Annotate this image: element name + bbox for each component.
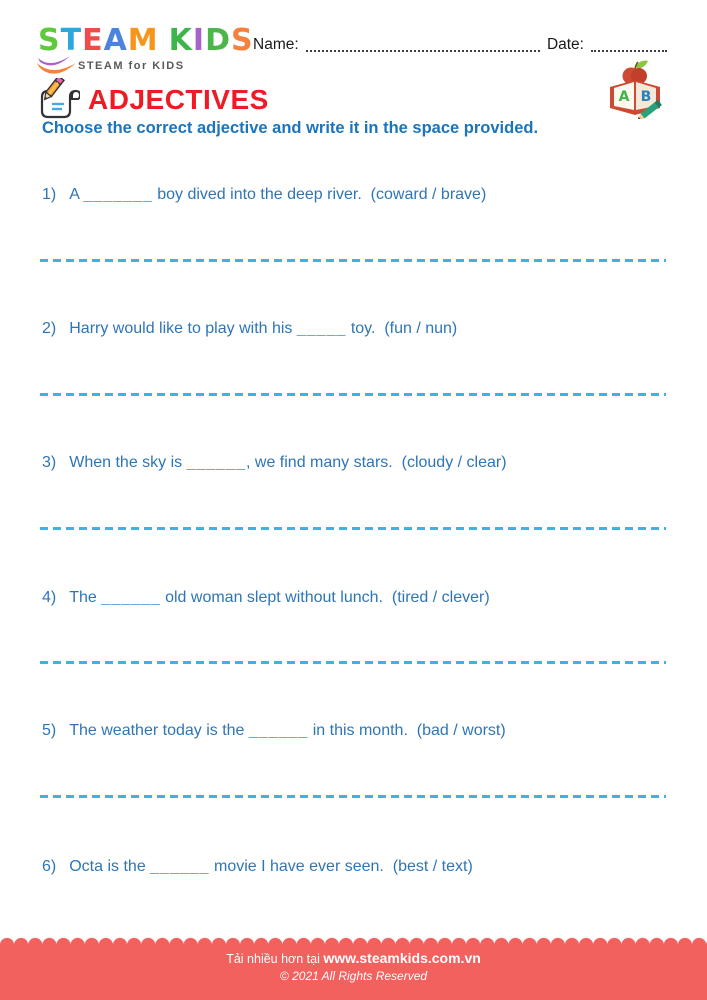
question-4 — [42, 589, 677, 607]
question-number: 3) — [42, 454, 57, 471]
logo-letter: S — [38, 23, 61, 58]
question-text: Octa is the — [69, 858, 151, 875]
question-2 — [42, 320, 677, 338]
logo-letter: K — [168, 23, 193, 58]
page-title: ADJECTIVES — [88, 84, 269, 115]
answer-blank[interactable]: ______ — [248, 722, 309, 739]
footer-download-line — [0, 944, 707, 966]
question-text: boy dived into the deep river. (coward / brave) — [152, 186, 487, 203]
question-6 — [42, 858, 677, 876]
title-row — [38, 78, 269, 122]
steam-kids-logo — [38, 23, 254, 80]
question-5 — [42, 722, 677, 740]
question-text: Harry would like to play with his — [69, 320, 297, 337]
question-text: The weather today is the — [69, 722, 249, 739]
instruction-text: Choose the correct adjective and write it in the space provided. — [42, 119, 539, 137]
answer-blank[interactable]: _______ — [83, 186, 153, 203]
logo-letter: T — [60, 23, 83, 58]
answer-line[interactable] — [40, 393, 666, 396]
pencil-paper-icon — [38, 78, 80, 122]
question-text: When the sky is — [69, 454, 187, 471]
answer-line[interactable] — [40, 661, 666, 664]
date-label: Date: — [546, 36, 584, 53]
question-1 — [42, 186, 677, 204]
svg-text:A: A — [618, 89, 630, 105]
logo-letter: D — [205, 23, 231, 58]
question-3 — [42, 454, 677, 472]
name-fill-line[interactable] — [306, 42, 540, 52]
question-text: in this month. (bad / worst) — [308, 722, 506, 739]
question-text: old woman slept without lunch. (tired / clever) — [160, 589, 490, 606]
footer-prefix: Tải nhiều hơn tại — [226, 952, 324, 966]
name-date-row — [253, 36, 667, 55]
question-text: A — [69, 186, 84, 203]
svg-text:B: B — [640, 89, 652, 105]
question-number: 2) — [42, 320, 57, 337]
logo-swoosh-icon — [36, 53, 78, 79]
logo-letter: I — [192, 23, 206, 58]
name-label: Name: — [253, 36, 299, 53]
answer-blank[interactable]: ______ — [150, 858, 210, 875]
question-text: , we find many stars. (cloudy / clear) — [246, 454, 507, 471]
logo-letter: M — [127, 23, 159, 58]
footer-band — [0, 944, 707, 1000]
question-text: movie I have ever seen. (best / text) — [209, 858, 473, 875]
logo-tagline: STEAM for KIDS — [78, 60, 185, 72]
logo-letter: A — [103, 23, 128, 58]
date-fill-line[interactable] — [591, 42, 667, 52]
question-number: 1) — [42, 186, 57, 203]
answer-blank[interactable]: _____ — [296, 320, 347, 337]
question-number: 5) — [42, 722, 57, 739]
logo-letter: S — [230, 23, 254, 58]
answer-blank[interactable]: ______ — [186, 454, 246, 471]
footer-url[interactable]: www.steamkids.com.vn — [323, 950, 481, 966]
question-number: 6) — [42, 858, 57, 875]
answer-line[interactable] — [40, 259, 666, 262]
answer-line[interactable] — [40, 527, 666, 530]
open-book-apple-icon — [607, 57, 663, 119]
question-text: toy. (fun / nun) — [346, 320, 458, 337]
question-number: 4) — [42, 589, 57, 606]
answer-line[interactable] — [40, 795, 666, 798]
question-text: The — [69, 589, 102, 606]
answer-blank[interactable]: ______ — [101, 589, 161, 606]
logo-letter: E — [82, 23, 104, 58]
footer-copyright: © 2021 All Rights Reserved — [279, 969, 428, 983]
